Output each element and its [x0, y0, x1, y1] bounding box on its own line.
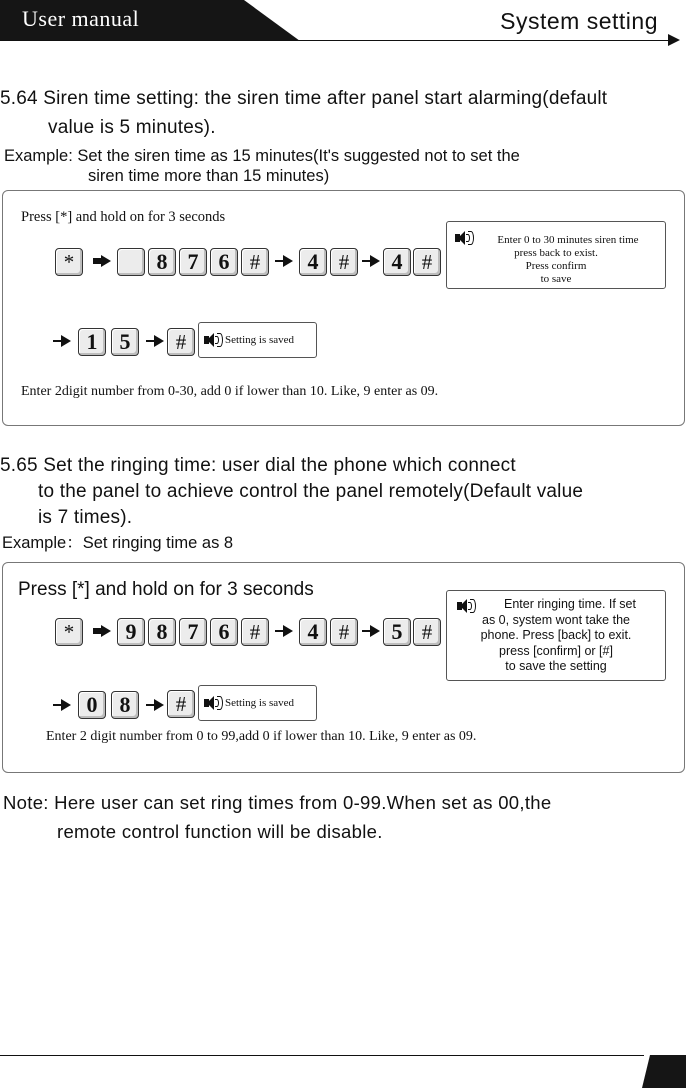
section-5-64-heading: 5.64 Siren time setting: the siren time after panel start alarming(default	[0, 88, 608, 109]
ringing-time-prompt	[446, 590, 666, 681]
key-hash: #	[330, 248, 358, 276]
footer-rule	[0, 1055, 644, 1056]
section-5-64-procedure-box	[2, 190, 685, 426]
footer-tab	[642, 1055, 686, 1088]
prompt-line: phone. Press [back] to exit.	[480, 628, 632, 642]
speaker-icon	[204, 333, 224, 347]
prompt-line: to save	[540, 273, 572, 285]
speaker-icon	[457, 599, 477, 613]
key-hash: #	[413, 618, 441, 646]
key-5: 5	[111, 328, 139, 356]
key-hash: #	[413, 248, 441, 276]
key-9: 9	[117, 618, 145, 646]
right-arrow-icon	[146, 335, 164, 347]
speaker-icon	[204, 696, 224, 710]
section-5-65-footnote: Enter 2 digit number from 0 to 99,add 0 if lower than 10. Like, 9 enter as 09.	[46, 729, 477, 744]
prompt-line: to save the setting	[505, 659, 607, 673]
key-1: 1	[78, 328, 106, 356]
key-4: 4	[299, 248, 327, 276]
press-hold-instruction: Press [*] and hold on for 3 seconds	[21, 209, 226, 225]
note-text-cont: remote control function will be disable.	[57, 821, 383, 842]
section-5-64-example: Example: Set the siren time as 15 minutes(It's suggested not to set the	[4, 147, 520, 165]
prompt-line: Enter ringing time. If set	[503, 597, 636, 611]
key-star: *	[55, 248, 83, 276]
key-8: 8	[148, 618, 176, 646]
key-7: 7	[179, 248, 207, 276]
key-hash: #	[330, 618, 358, 646]
header-right-title: System setting	[500, 8, 658, 34]
key-hash: #	[241, 618, 269, 646]
right-arrow-icon	[146, 699, 164, 711]
header-rule	[0, 40, 670, 41]
key-hash: #	[167, 328, 195, 356]
key-8: 8	[148, 248, 176, 276]
section-5-64-footnote: Enter 2digit number from 0-30, add 0 if lower than 10. Like, 9 enter as 09.	[21, 384, 439, 399]
section-5-65-procedure-box	[2, 562, 685, 773]
right-arrow-icon	[362, 255, 380, 267]
header-left-title: User manual	[22, 6, 140, 31]
right-arrow-icon	[275, 625, 293, 637]
prompt-line: Press confirm	[525, 260, 587, 272]
setting-saved-message	[198, 322, 317, 358]
section-5-65-heading: 5.65 Set the ringing time: user dial the phone which connect	[0, 455, 516, 476]
right-arrow-icon	[53, 699, 71, 711]
right-arrow-icon	[93, 255, 111, 267]
key-4: 4	[383, 248, 411, 276]
section-5-65-heading-cont: is 7 times).	[38, 507, 133, 528]
right-arrow-icon	[93, 625, 111, 637]
note-text: Note: Here user can set ring times from 0-99.When set as 00,the	[3, 792, 552, 813]
prompt-line: Enter 0 to 30 minutes siren time	[497, 234, 639, 246]
section-5-64-example-cont: siren time more than 15 minutes)	[88, 167, 330, 185]
siren-time-prompt	[446, 221, 666, 289]
prompt-line: press back to exist.	[514, 247, 598, 259]
key-blank	[117, 248, 145, 276]
section-5-65-heading-cont: to the panel to achieve control the panel remotely(Default value	[38, 481, 584, 502]
key-5: 5	[383, 618, 411, 646]
saved-text: Setting is saved	[225, 697, 295, 709]
speaker-icon	[455, 231, 475, 245]
setting-saved-message	[198, 685, 317, 721]
prompt-line: as 0, system wont take the	[482, 612, 630, 627]
right-arrow-icon	[362, 625, 380, 637]
header-arrow-icon	[668, 34, 680, 46]
key-0: 0	[78, 691, 106, 719]
key-hash: #	[241, 248, 269, 276]
press-hold-instruction: Press [*] and hold on for 3 seconds	[18, 579, 314, 600]
saved-text: Setting is saved	[225, 334, 295, 346]
key-hash: #	[167, 690, 195, 718]
key-6: 6	[210, 618, 238, 646]
right-arrow-icon	[275, 255, 293, 267]
section-5-64-heading-cont: value is 5 minutes).	[48, 117, 216, 138]
key-star: *	[55, 618, 83, 646]
key-6: 6	[210, 248, 238, 276]
key-4: 4	[299, 618, 327, 646]
key-8: 8	[111, 691, 139, 719]
prompt-line: press [confirm] or [#]	[499, 643, 613, 658]
section-5-65-example: Example：Set ringing time as 8	[2, 534, 234, 552]
right-arrow-icon	[53, 335, 71, 347]
key-7: 7	[179, 618, 207, 646]
